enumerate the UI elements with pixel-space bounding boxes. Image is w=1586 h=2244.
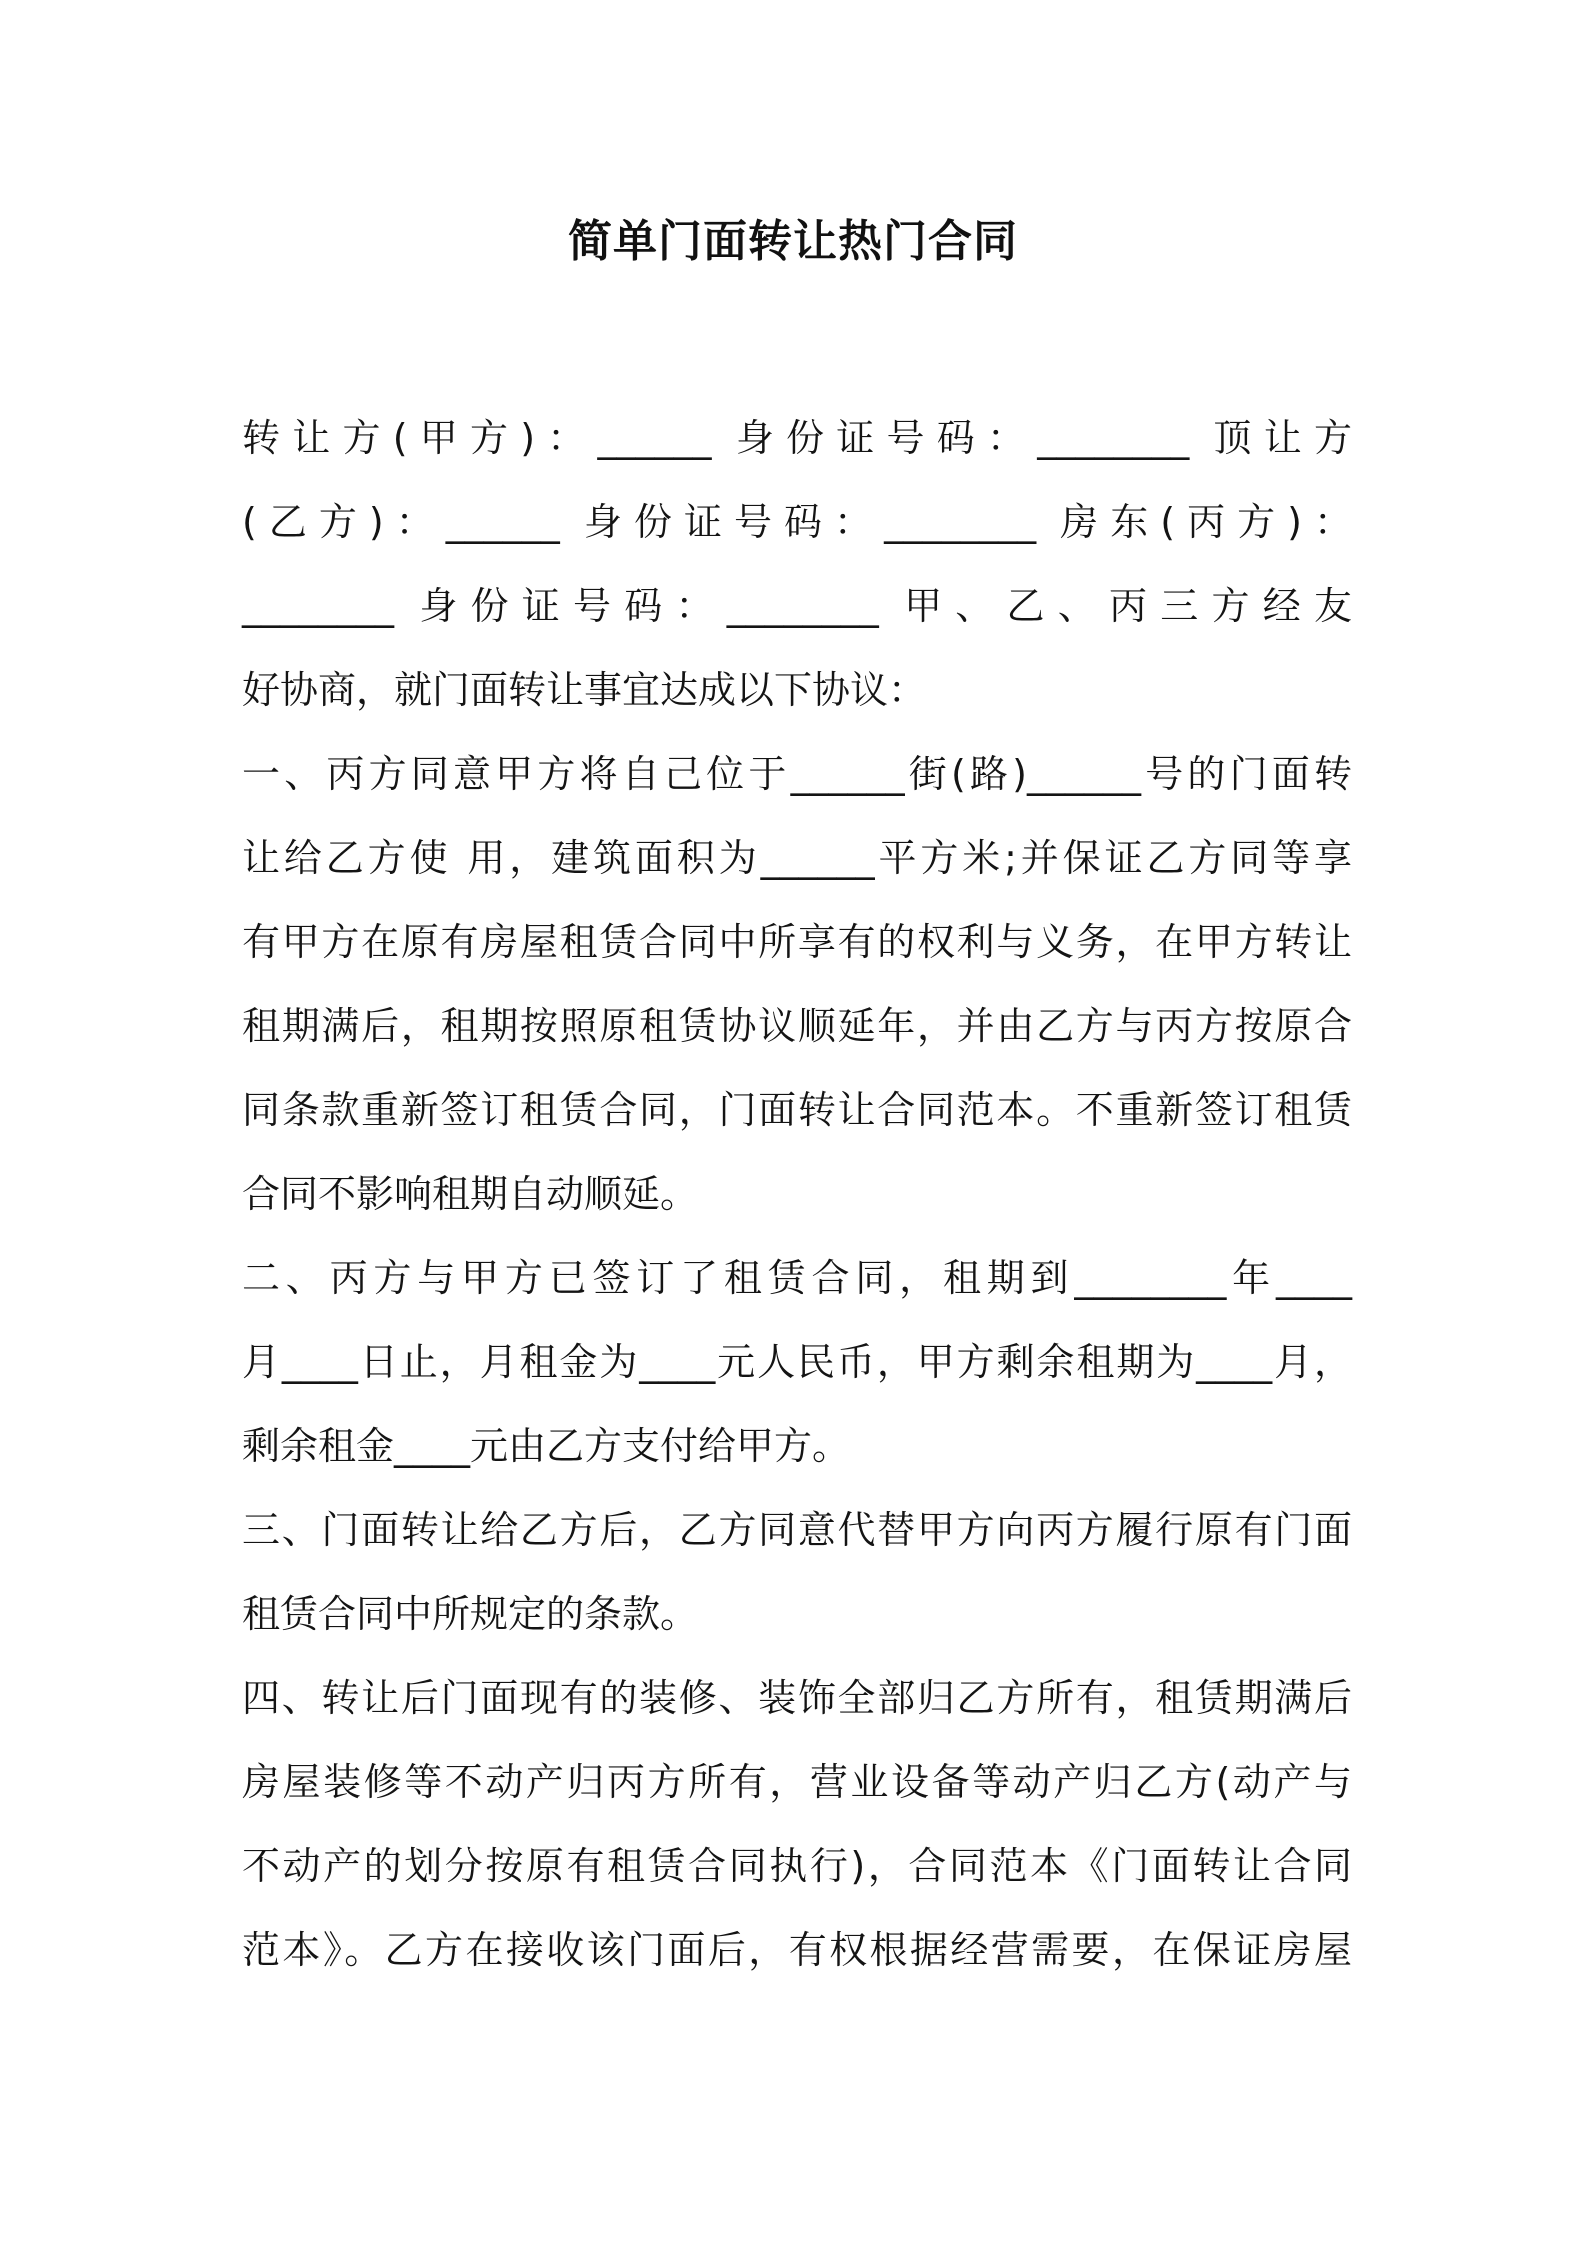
clause-1-line-1: 一、丙方同意甲方将自己位于______街(路)______号的门面转: [242, 752, 1352, 796]
clause-2-line-2: 月____日止，月租金为____元人民币，甲方剩余租期为____月，: [242, 1340, 1352, 1384]
clause-4-line-2: 房屋装修等不动产归丙方所有，营业设备等动产归乙方(动产与: [242, 1760, 1352, 1804]
body-line-4: 好协商，就门面转让事宜达成以下协议：: [242, 668, 927, 712]
clause-1-line-6: 合同不影响租期自动顺延。: [242, 1172, 699, 1216]
clause-1-line-2: 让给乙方使 用，建筑面积为______平方米;并保证乙方同等享: [242, 836, 1352, 880]
clause-4-line-3: 不动产的划分按原有租赁合同执行)，合同范本《门面转让合同: [242, 1844, 1352, 1888]
clause-1-line-4: 租期满后，租期按照原租赁协议顺延年，并由乙方与丙方按原合: [242, 1004, 1352, 1048]
body-line-3: ________ 身份证号码：________ 甲、乙、丙三方经友: [242, 584, 1352, 628]
body-line-1: 转让方(甲方)：______ 身份证号码：________ 顶让方: [242, 416, 1352, 460]
clause-1-line-3: 有甲方在原有房屋租赁合同中所享有的权利与义务，在甲方转让: [242, 920, 1352, 964]
document-title: 简单门面转让热门合同: [568, 216, 1018, 267]
clause-4-line-1: 四、转让后门面现有的装修、装饰全部归乙方所有，租赁期满后: [242, 1676, 1352, 1720]
clause-3-line-2: 租赁合同中所规定的条款。: [242, 1592, 699, 1636]
body-line-2: (乙方)：______ 身份证号码：________ 房东(丙方)：: [242, 500, 1352, 544]
clause-4-line-4: 范本》。乙方在接收该门面后，有权根据经营需要，在保证房屋: [242, 1928, 1352, 1972]
clause-1-line-5: 同条款重新签订租赁合同，门面转让合同范本。不重新签订租赁: [242, 1088, 1352, 1132]
clause-2-line-1: 二、丙方与甲方已签订了租赁合同，租期到________年____: [242, 1256, 1352, 1300]
clause-2-line-3: 剩余租金____元由乙方支付给甲方。: [242, 1424, 851, 1468]
clause-3-line-1: 三、门面转让给乙方后，乙方同意代替甲方向丙方履行原有门面: [242, 1508, 1352, 1552]
